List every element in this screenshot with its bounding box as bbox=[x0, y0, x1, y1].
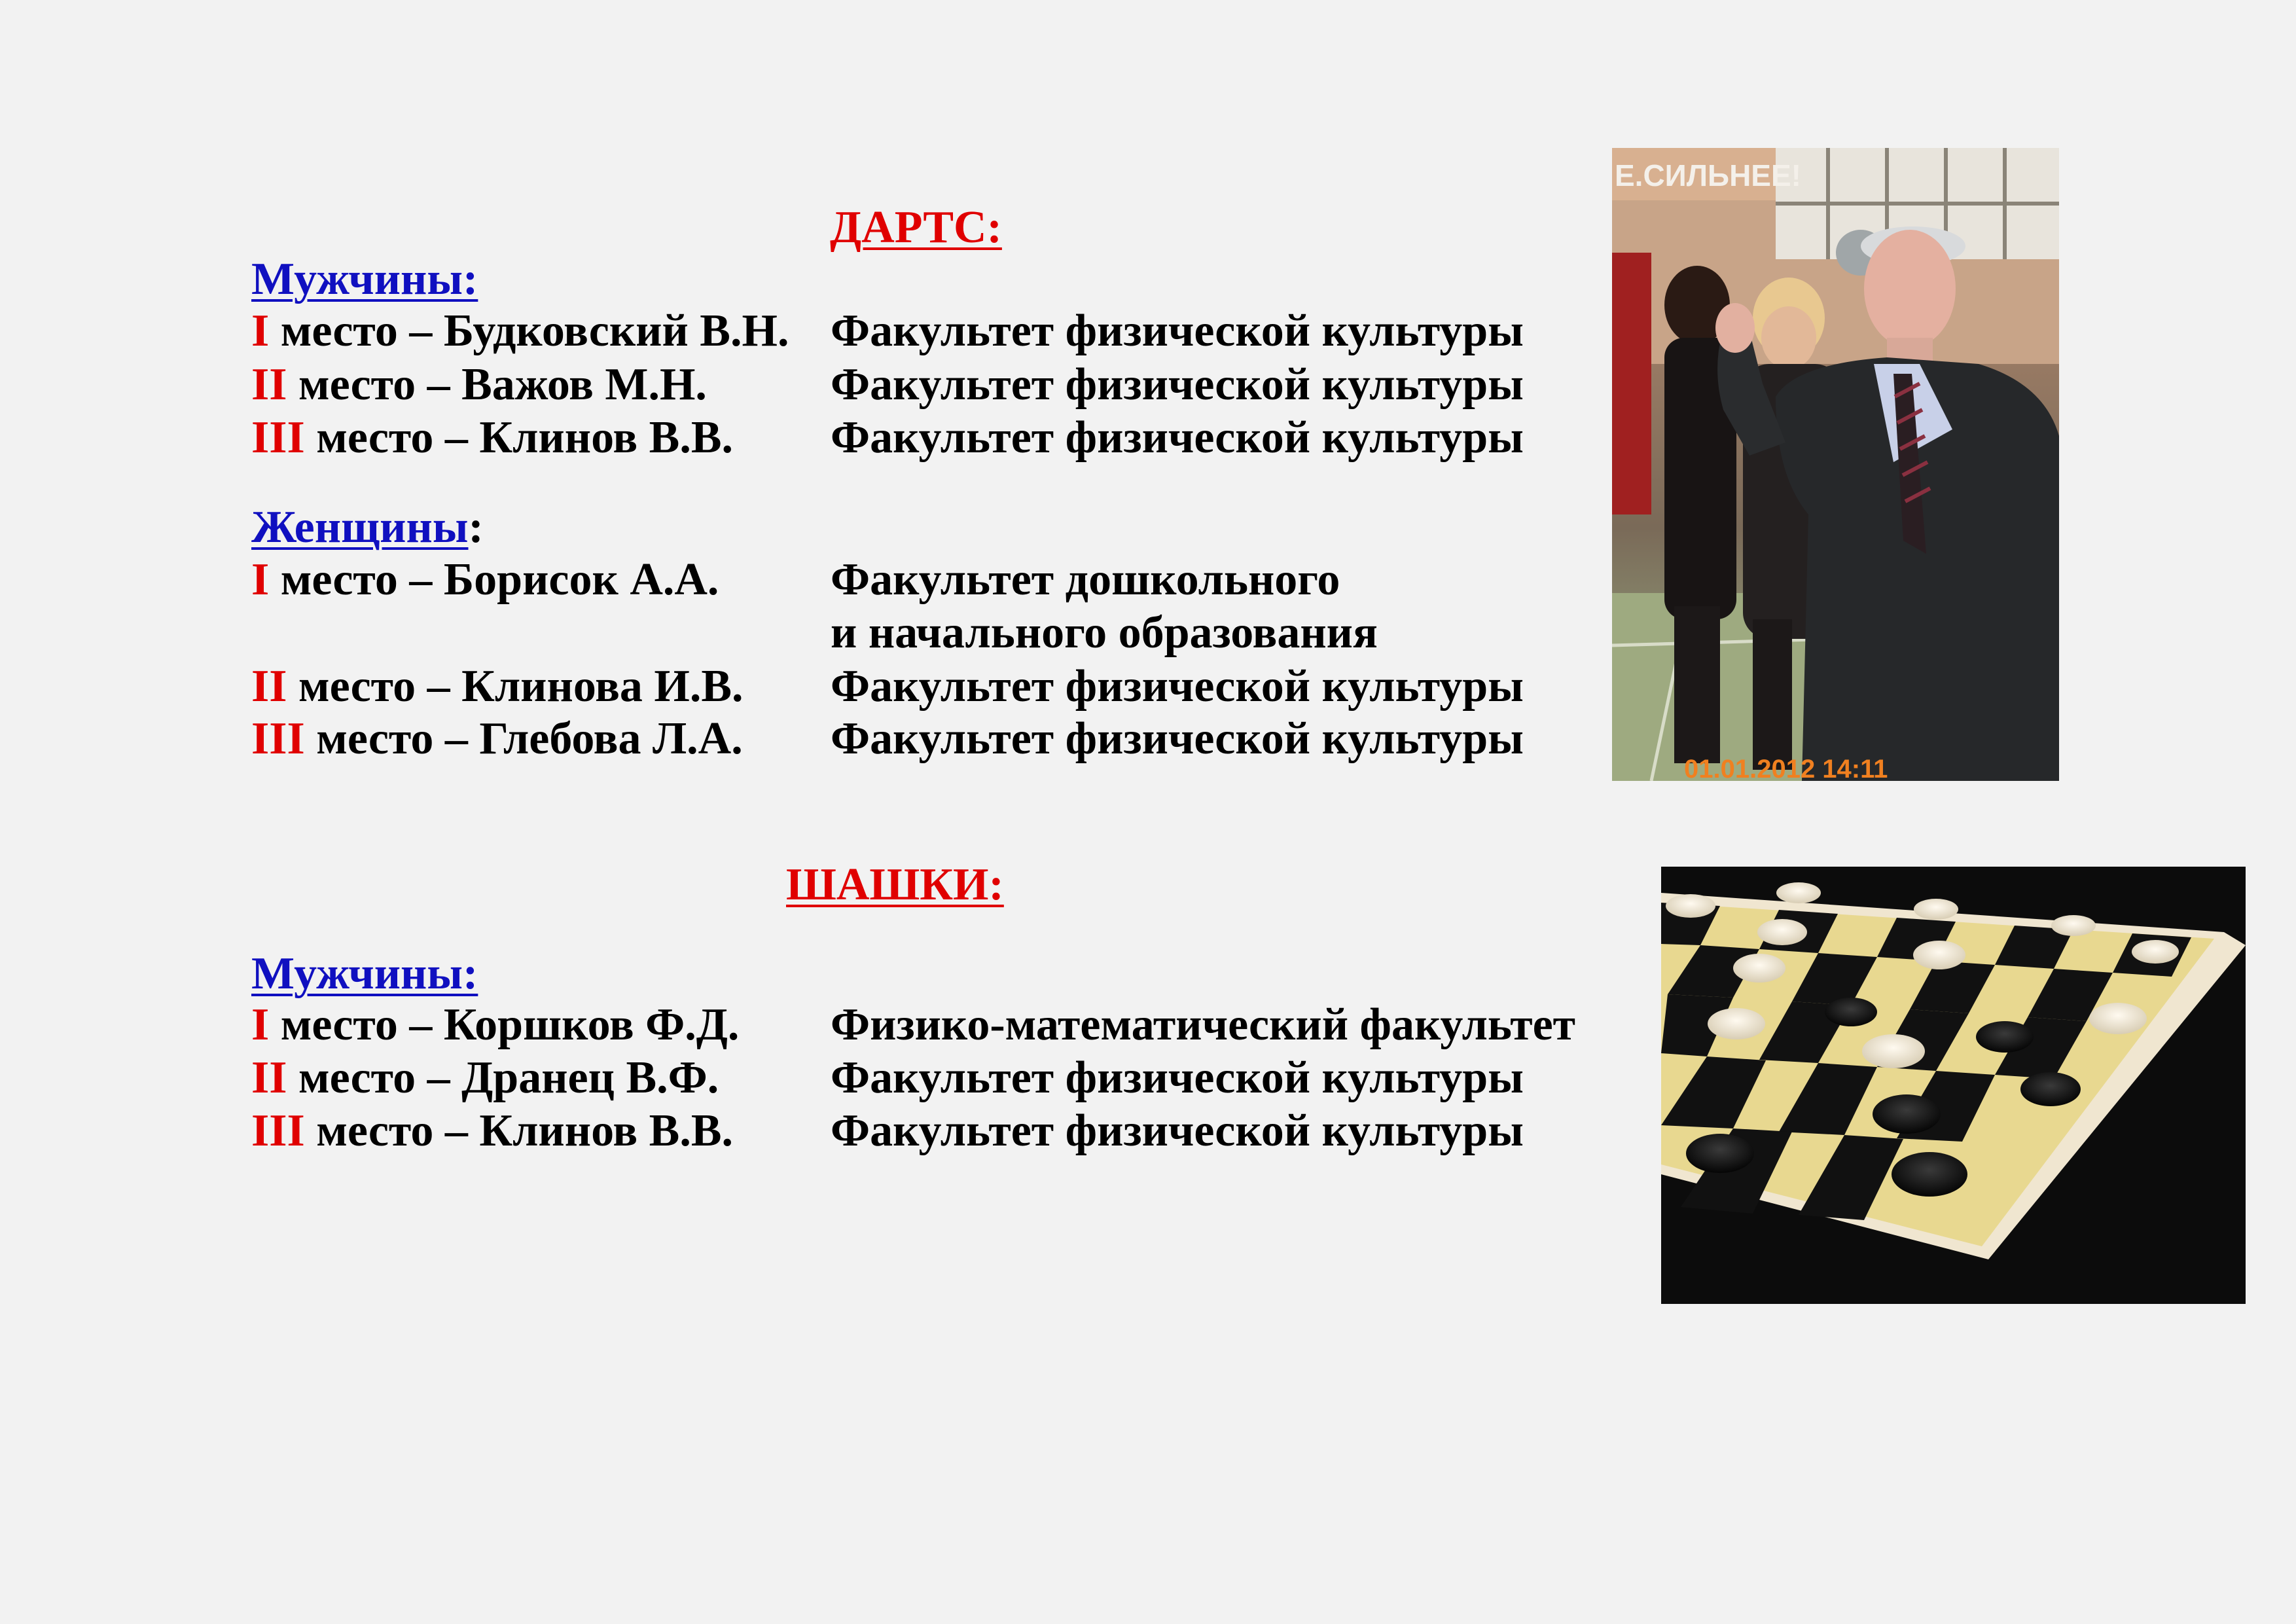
darts-men-place-2 bbox=[251, 359, 707, 410]
darts-women-label bbox=[251, 502, 484, 552]
rank-numeral: III bbox=[251, 1106, 305, 1156]
place-text: место – Глебова Л.А. bbox=[304, 713, 743, 764]
checkers-men-label-text: Мужчины: bbox=[251, 948, 478, 999]
rank-numeral: I bbox=[251, 1000, 270, 1050]
rank-numeral: III bbox=[251, 713, 305, 764]
checkers-men-place-3 bbox=[251, 1108, 733, 1154]
darts-women-faculty-1: Факультет дошкольного bbox=[831, 554, 1340, 605]
checkers-men-faculty-3: Факультет физической культуры bbox=[831, 1106, 1524, 1156]
darts-women-place-1 bbox=[251, 554, 719, 605]
place-text: место – Клинов В.В. bbox=[304, 1106, 734, 1156]
darts-women-place-2 bbox=[251, 661, 744, 712]
place-text: место – Коршков Ф.Д. bbox=[269, 1000, 740, 1050]
darts-women-faculty-2: Факультет физической культуры bbox=[831, 661, 1524, 712]
darts-men-faculty-3: Факультет физической культуры bbox=[831, 412, 1524, 463]
place-text: место – Дранец В.Ф. bbox=[287, 1053, 719, 1103]
rank-numeral: I bbox=[251, 554, 270, 605]
darts-player-photo bbox=[1612, 148, 2059, 781]
rank-numeral: II bbox=[251, 661, 287, 712]
darts-women-place-3 bbox=[251, 713, 743, 764]
checkers-men-place-1 bbox=[251, 1002, 739, 1048]
darts-women-label-text: Женщины bbox=[251, 502, 469, 552]
darts-women-faculty-1-line2: и начального образования bbox=[831, 607, 1378, 658]
wall-sign-text: Е.СИЛЬНЕЕ! bbox=[1615, 158, 1801, 192]
darts-men-label-text: Мужчины: bbox=[251, 254, 478, 304]
rank-numeral: II bbox=[251, 1053, 287, 1103]
place-text: место – Будковский В.Н. bbox=[269, 306, 789, 356]
darts-men-place-3 bbox=[251, 412, 734, 463]
photo-timestamp: 01.01.2012 14:11 bbox=[1684, 755, 1888, 781]
darts-women-faculty-3: Факультет физической культуры bbox=[831, 713, 1524, 764]
label-colon: : bbox=[468, 502, 484, 552]
rank-numeral: III bbox=[251, 412, 305, 463]
place-text: место – Борисок А.А. bbox=[269, 554, 719, 605]
darts-men-faculty-1: Факультет физической культуры bbox=[831, 306, 1524, 356]
checkers-men-faculty-1: Физико-математический факультет bbox=[831, 1000, 1576, 1050]
checkers-men-place-2 bbox=[251, 1055, 719, 1101]
checkers-board-photo bbox=[1661, 867, 2246, 1304]
rank-numeral: II bbox=[251, 359, 287, 410]
darts-title: ДАРТС: bbox=[830, 202, 1002, 253]
rank-numeral: I bbox=[251, 306, 270, 356]
checkers-title: ШАШКИ: bbox=[786, 859, 1004, 910]
place-text: место – Клинова И.В. bbox=[287, 661, 744, 712]
place-text: место – Клинов В.В. bbox=[304, 412, 734, 463]
darts-men-place-1 bbox=[251, 308, 789, 354]
darts-men-faculty-2: Факультет физической культуры bbox=[831, 359, 1524, 410]
checkers-men-faculty-2: Факультет физической культуры bbox=[831, 1053, 1524, 1103]
darts-men-label bbox=[251, 254, 478, 304]
checkers-men-label bbox=[251, 948, 478, 999]
place-text: место – Важов М.Н. bbox=[287, 359, 707, 410]
